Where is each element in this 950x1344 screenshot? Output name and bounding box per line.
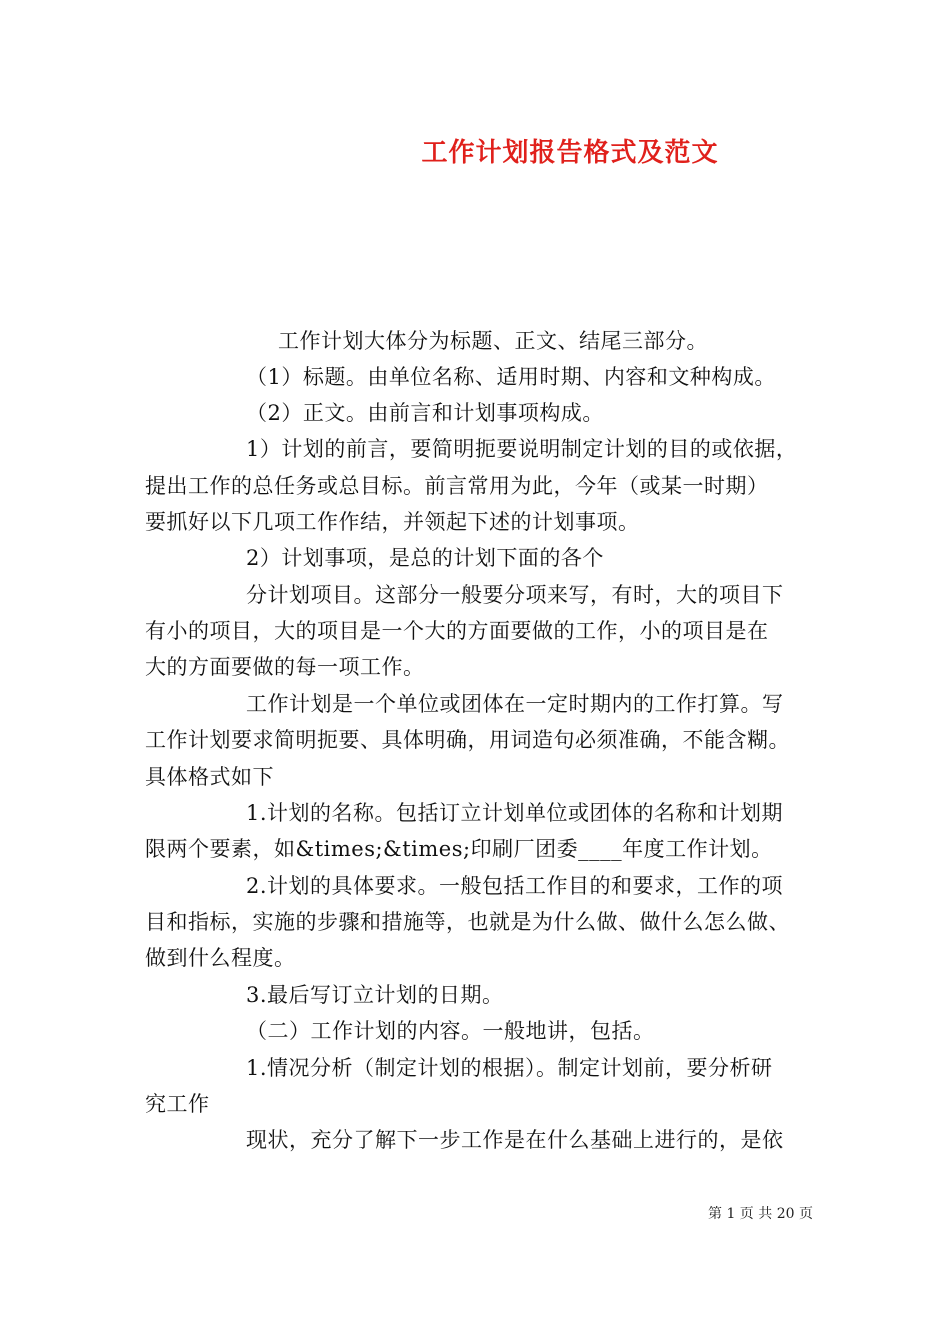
body-line: 工作计划大体分为标题、正文、结尾三部分。 [278, 329, 708, 353]
body-line: 工作计划要求简明扼要、具体明确，用词造句必须准确，不能含糊。 [145, 728, 790, 752]
body-line: 分计划项目。这部分一般要分项来写，有时，大的项目下 [246, 583, 784, 607]
document-title: 工作计划报告格式及范文 [421, 138, 719, 168]
body-line: 做到什么程度。 [145, 946, 296, 970]
body-line: 提出工作的总任务或总目标。前言常用为此，今年（或某一时期） [145, 474, 769, 498]
body-line: 工作计划是一个单位或团体在一定时期内的工作打算。写 [246, 692, 784, 716]
body-line: 1）计划的前言，要简明扼要说明制定计划的目的或依据， [246, 437, 798, 461]
body-line: 现状，充分了解下一步工作是在什么基础上进行的，是依 [246, 1128, 784, 1152]
body-line: 2）计划事项，是总的计划下面的各个 [246, 546, 604, 570]
body-line: 2.计划的具体要求。一般包括工作目的和要求，工作的项 [246, 874, 784, 898]
body-line: 具体格式如下 [145, 765, 274, 789]
body-line: （二）工作计划的内容。一般地讲，包括。 [246, 1019, 655, 1043]
body-line: 1.计划的名称。包括订立计划单位或团体的名称和计划期 [246, 801, 784, 825]
body-line: 有小的项目，大的项目是一个大的方面要做的工作，小的项目是在 [145, 619, 769, 643]
body-line: 3.最后写订立计划的日期。 [246, 983, 504, 1007]
body-line: （2）正文。由前言和计划事项构成。 [246, 401, 604, 425]
body-line: 究工作 [145, 1092, 210, 1116]
body-line: 1.情况分析（制定计划的根据）。制定计划前，要分析研 [246, 1056, 773, 1080]
body-line: 要抓好以下几项工作作结，并领起下述的计划事项。 [145, 510, 640, 534]
body-line: 目和指标，实施的步骤和措施等，也就是为什么做、做什么怎么做、 [145, 910, 790, 934]
page-number: 第 1 页 共 20 页 [708, 1206, 813, 1222]
body-line: 大的方面要做的每一项工作。 [145, 655, 425, 679]
body-line: （1）标题。由单位名称、适用时期、内容和文种构成。 [246, 365, 776, 389]
body-line: 限两个要素，如&times;&times;印刷厂团委____年度工作计划。 [145, 837, 773, 861]
